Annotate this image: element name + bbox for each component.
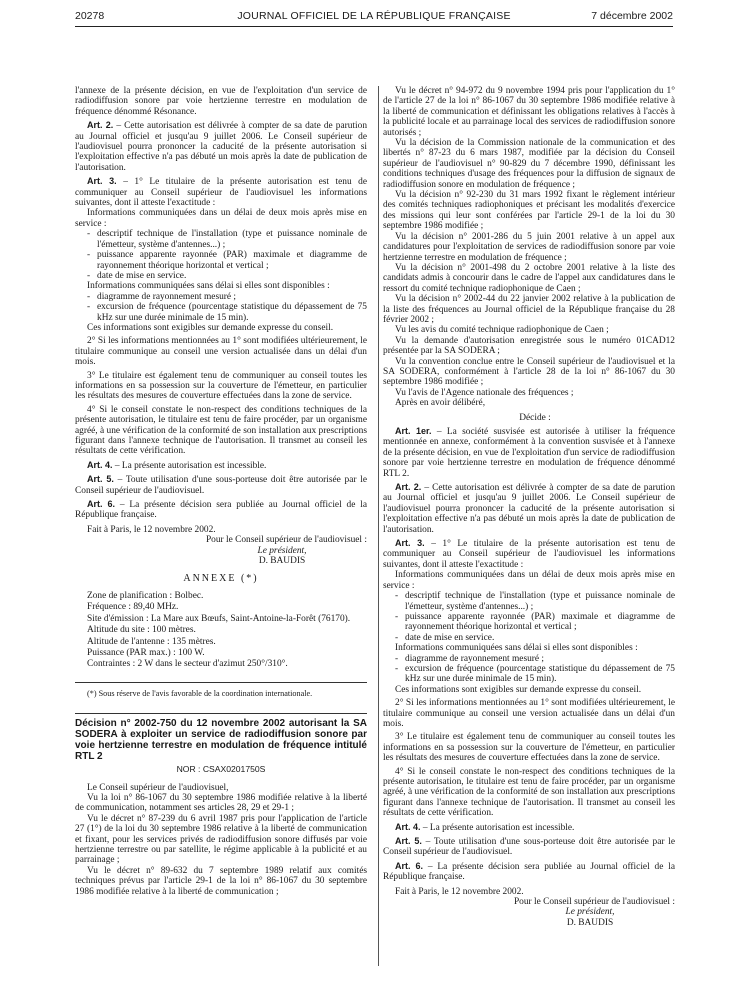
article-text: – La société susvisée est autorisée à utiliser la fréquence mentionnée en annexe, conformément à la convention susvisée et à l'annexe de la présente décision, en vue de l'exploitation d'un service de radiodiffusion sonore par voie hertzienne terrestre en modulation de fréquence dénommé RTL 2. bbox=[383, 427, 675, 479]
article-text: – 1° Le titulaire de la présente autorisation est tenu de communiquer au Conseil supérieur de l'audiovisuel les informations suivantes, dont il atteste l'exactitude : bbox=[75, 177, 367, 209]
list-item: - diagramme de rayonnement mesuré ; bbox=[383, 654, 675, 664]
annexe-title: ANNEXE (*) bbox=[183, 573, 259, 585]
intro-paragraph: l'annexe de la présente décision, en vue de l'exploitation d'un service de radiodiffusion sonore par voie hertzienne terrestre en modulation de fréquence dénommé Résonance. bbox=[75, 86, 367, 117]
page-header bbox=[75, 10, 673, 24]
annexe-item: Altitude de l'antenne : 135 mètres. bbox=[87, 636, 216, 647]
header-rule bbox=[75, 26, 673, 27]
article-text: – Toute utilisation d'une sous-porteuse doit être autorisée par le Conseil supérieur de l'audiovisuel. bbox=[383, 837, 676, 858]
article-2 bbox=[383, 482, 675, 535]
apres-deliberation: Après en avoir délibéré, bbox=[395, 398, 486, 409]
article-text: – La présente décision sera publiée au Journal officiel de la République française. bbox=[383, 861, 675, 883]
paragraph-4: 4° Si le conseil constate le non-respect des conditions techniques de la présente autorisation, le titulaire est tenu de faire procéder, par un organisme agréé, à une vérification de la conformité de son installation aux prescriptions figurant dans l'annexe technique de l'autorisation. Il transmet au conseil les résultats de cette vérification. bbox=[75, 404, 367, 457]
article-label: Art. 3. bbox=[395, 538, 425, 549]
list-item: - date de mise en service. bbox=[75, 271, 367, 281]
vu-decision-92-230: Vu la décision n° 92-230 du 31 mars 1992 fixant le règlement intérieur des comités techniques radiophoniques et précisant les modalités d'exercice des missions qui leur sont conférées par l'article 29-1 de la loi du 30 septembre 1986 modifiée ; bbox=[383, 190, 675, 232]
annexe-item: Fréquence : 89,40 MHz. bbox=[87, 602, 179, 613]
paragraph-3: 3° Le titulaire est également tenu de communiquer au conseil toutes les informations en sa possession sur la couverture de l'émetteur, en particulier les résultats des mesures de couverture effectuées dans la zone de service. bbox=[75, 370, 367, 402]
list-item: - date de mise en service. bbox=[383, 633, 675, 643]
vu-decree-89: Vu le décret n° 89-632 du 7 septembre 1989 relatif aux comités techniques prévus par l'article 29-1 de la loi n° 86-1067 du 30 septembre 1986 modifiée relative à la liberté de communication ; bbox=[75, 865, 367, 897]
nor-reference: NOR : CSAX0201750S bbox=[176, 764, 266, 775]
vu-avis-comite: Vu les avis du comité technique radiophonique de Caen ; bbox=[395, 325, 609, 336]
list-item: - descriptif technique de l'installation (type et puissance nominale de l'émetteur, système d'antennes...) ; bbox=[383, 591, 675, 612]
list-item: - descriptif technique de l'installation (type et puissance nominale de l'émetteur, système d'antennes...) ; bbox=[75, 229, 367, 250]
signature-name: D. BAUDIS bbox=[258, 556, 306, 567]
article-2 bbox=[75, 120, 367, 173]
article-label: Art. 2. bbox=[87, 120, 114, 131]
annexe-item: Altitude du site : 100 mètres. bbox=[87, 625, 196, 636]
vu-decree-94: Vu le décret n° 94-972 du 9 novembre 1994 pris pour l'application du 1° de l'article 27 de la loi n° 86-1067 du 30 septembre 1986 modifiée relative à la liberté de communication et définissant les obligations relatives à l'accès à la publicité locale et au parrainage local des services de radiodiffusion sonore autorisés ; bbox=[383, 86, 675, 138]
footnote-rule bbox=[75, 682, 367, 683]
section-rule bbox=[75, 713, 367, 714]
info-available: Informations communiquées sans délai si elles sont disponibles : bbox=[395, 643, 638, 654]
article-text: – Toute utilisation d'une sous-porteuse doit être autorisée par le Conseil supérieur de l'audiovisuel. bbox=[75, 475, 368, 496]
article-6 bbox=[383, 861, 675, 883]
article-5 bbox=[383, 836, 675, 858]
journal-title: JOURNAL OFFICIEL DE LA RÉPUBLIQUE FRANÇAISE bbox=[237, 10, 511, 22]
vu-decree-87: Vu le décret n° 87-239 du 6 avril 1987 pris pour l'application de l'article 27 (1°) de la loi du 30 septembre 1986 relative à la liberté de communication et fixant, pour les services privés de radiodiffusion sonore diffusés par voie hertzienne terrestre ou par satellite, le régime applicable à la publicité et au parrainage ; bbox=[75, 813, 367, 866]
article-label: Art. 2. bbox=[395, 482, 422, 493]
vu-law: Vu la loi n° 86-1067 du 30 septembre 1986 modifiée relative à la liberté de communication, notamment ses articles 28, 29 et 29-1 ; bbox=[75, 792, 367, 814]
signature-name: D. BAUDIS bbox=[566, 917, 614, 928]
footnote: (*) Sous réserve de l'avis favorable de la coordination internationale. bbox=[87, 688, 313, 698]
article-label: Art. 1er. bbox=[395, 426, 432, 436]
vu-agence: Vu l'avis de l'Agence nationale des fréquences ; bbox=[395, 387, 574, 398]
annexe-item: Site d'émission : La Mare aux Bœufs, Saint-Antoine-la-Forêt (76170). bbox=[87, 613, 351, 624]
list-item: - puissance apparente rayonnée (PAR) maximale et diagramme de rayonnement théorique horizontal et vertical ; bbox=[383, 612, 675, 633]
right-column bbox=[383, 86, 675, 928]
vu-decision-87-23: Vu la décision de la Commission nationale de la communication et des libertés n° 87-23 du 6 mars 1987, modifiée par la décision du Conseil supérieur de l'audiovisuel n° 90-829 du 7 décembre 1990, définissant les conditions techniques d'usage des fréquences pour la diffusion de signaux de radiodiffusion sonore en modulation de fréquence ; bbox=[383, 138, 675, 190]
annexe-item: Puissance (PAR max.) : 100 W. bbox=[87, 647, 205, 658]
decision-title: Décision n° 2002-750 du 12 novembre 2002 autorisant la SA SODERA à exploiter un service de radiodiffusion sonore par voie hertzienne terrestre en modulation de fréquence intitulé RTL 2 bbox=[75, 718, 367, 763]
article-label: Art. 3. bbox=[87, 176, 117, 187]
article-label: Art. 4. bbox=[395, 821, 421, 832]
decide-heading: Décide : bbox=[519, 412, 551, 423]
signature-role: Le président, bbox=[257, 545, 307, 556]
vu-demande: Vu la demande d'autorisation enregistrée sous le numéro 01CAD12 présentée par la SA SODERA ; bbox=[383, 335, 675, 357]
paragraph-2: 2° Si les informations mentionnées au 1° sont modifiées ultérieurement, le titulaire communique au conseil une version actualisée dans un délai d'un mois. bbox=[383, 698, 675, 729]
annexe-list bbox=[75, 591, 367, 670]
info-two-months: Informations communiquées dans un délai de deux mois après mise en service : bbox=[383, 570, 675, 591]
done-at-paris: Fait à Paris, le 12 novembre 2002. bbox=[395, 886, 524, 897]
article-3 bbox=[383, 538, 675, 570]
article-text: – La présente autorisation est incessible. bbox=[422, 822, 575, 833]
signature-role: Le président, bbox=[565, 907, 615, 918]
paragraph-2: 2° Si les informations mentionnées au 1° sont modifiées ultérieurement, le titulaire communique au conseil une version actualisée dans un délai d'un mois. bbox=[75, 336, 367, 368]
page-number: 20278 bbox=[75, 10, 105, 22]
vu-decision-2001-498: Vu la décision n° 2001-498 du 2 octobre 2001 relative à la liste des candidats admis à concourir dans le cadre de l'appel aux candidatures dans le ressort du comité technique radiophonique de Caen ; bbox=[383, 262, 675, 294]
left-column bbox=[75, 86, 367, 897]
article-label: Art. 5. bbox=[395, 836, 422, 847]
signature-for: Pour le Conseil supérieur de l'audiovisuel : bbox=[205, 535, 367, 546]
article-text: – La présente autorisation est incessible. bbox=[114, 460, 267, 471]
article-text: – 1° Le titulaire de la présente autorisation est tenu de communiquer au Conseil supérieur de l'audiovisuel les informations suivantes, dont il atteste l'exactitude : bbox=[383, 539, 675, 570]
exigible-paragraph: Ces informations sont exigibles sur demande expresse du conseil. bbox=[395, 684, 642, 695]
article-text: – Cette autorisation est délivrée à compter de sa date de parution au Journal officiel et jusqu'au 9 juillet 2006. Le Conseil supérieur de l'audiovisuel pourra prononcer la caducité de la présente autorisation si l'exploitation effective n'a pas débuté un mois après la date de publication de l'autorisation. bbox=[383, 483, 676, 535]
list-item: - puissance apparente rayonnée (PAR) maximale et diagramme de rayonnement théorique horizontal et vertical ; bbox=[75, 250, 367, 271]
exigible-paragraph: Ces informations sont exigibles sur demande expresse du conseil. bbox=[87, 322, 334, 333]
list-item: - diagramme de rayonnement mesuré ; bbox=[75, 292, 367, 302]
article-4 bbox=[75, 460, 367, 471]
article-label: Art. 6. bbox=[87, 499, 116, 510]
article-6 bbox=[75, 499, 367, 521]
article-text: – La présente décision sera publiée au Journal officiel de la République française. bbox=[75, 500, 367, 521]
info-two-months: Informations communiquées dans un délai de deux mois après mise en service : bbox=[75, 208, 367, 229]
article-label: Art. 5. bbox=[87, 474, 114, 485]
article-text: – Cette autorisation est délivrée à compter de sa date de parution au Journal officiel et jusqu'au 9 juillet 2006. Le Conseil supérieur de l'audiovisuel pourra prononcer la caducité de la présente autorisation si l'exploitation effective n'a pas débuté un mois après la date de publication de l'autorisation. bbox=[75, 121, 368, 173]
issue-date: 7 décembre 2002 bbox=[591, 10, 673, 22]
article-label: Art. 6. bbox=[395, 860, 424, 871]
article-1 bbox=[383, 426, 675, 479]
signature-for: Pour le Conseil supérieur de l'audiovisuel : bbox=[513, 897, 675, 908]
list-item: - excursion de fréquence (pourcentage statistique du dépassement de 75 kHz sur une durée minimale de 15 min). bbox=[75, 302, 367, 323]
info-available: Informations communiquées sans délai si elles sont disponibles : bbox=[87, 281, 330, 292]
article-4 bbox=[383, 822, 675, 833]
article-3 bbox=[75, 176, 367, 208]
council-line: Le Conseil supérieur de l'audiovisuel, bbox=[87, 782, 229, 793]
article-5 bbox=[75, 474, 367, 496]
paragraph-4: 4° Si le conseil constate le non-respect des conditions techniques de la présente autorisation, le titulaire est tenu de faire procéder, par un organisme agréé, à une vérification de la conformité de son installation aux prescriptions figurant dans l'annexe technique de l'autorisation. Il transmet au conseil les résultats de cette vérification. bbox=[383, 766, 675, 819]
paragraph-3: 3° Le titulaire est également tenu de communiquer au conseil toutes les informations en sa possession sur la couverture de l'émetteur, en particulier les résultats des mesures de couverture effectuées dans la zone de service. bbox=[383, 732, 675, 764]
annexe-item: Contraintes : 2 W dans le secteur d'azimut 250°/310°. bbox=[87, 659, 288, 670]
vu-convention: Vu la convention conclue entre le Conseil supérieur de l'audiovisuel et la SA SODERA, conformément à l'article 28 de la loi n° 86-1067 du 30 septembre 1986 modifiée ; bbox=[383, 356, 675, 388]
vu-decision-2001-286: Vu la décision n° 2001-286 du 5 juin 2001 relative à un appel aux candidatures pour l'exploitation de services de radiodiffusion sonore par voie hertzienne terrestre en modulation de fréquence ; bbox=[383, 231, 675, 263]
list-item: - excursion de fréquence (pourcentage statistique du dépassement de 75 kHz sur une durée minimale de 15 min). bbox=[383, 664, 675, 685]
annexe-item: Zone de planification : Bolbec. bbox=[87, 590, 204, 601]
done-at-paris: Fait à Paris, le 12 novembre 2002. bbox=[87, 524, 216, 535]
column-separator bbox=[378, 86, 379, 966]
vu-decision-2002-44: Vu la décision n° 2002-44 du 22 janvier 2002 relative à la publication de la liste des fréquences au Journal officiel de la République française du 28 février 2002 ; bbox=[383, 294, 675, 325]
article-label: Art. 4. bbox=[87, 459, 113, 470]
